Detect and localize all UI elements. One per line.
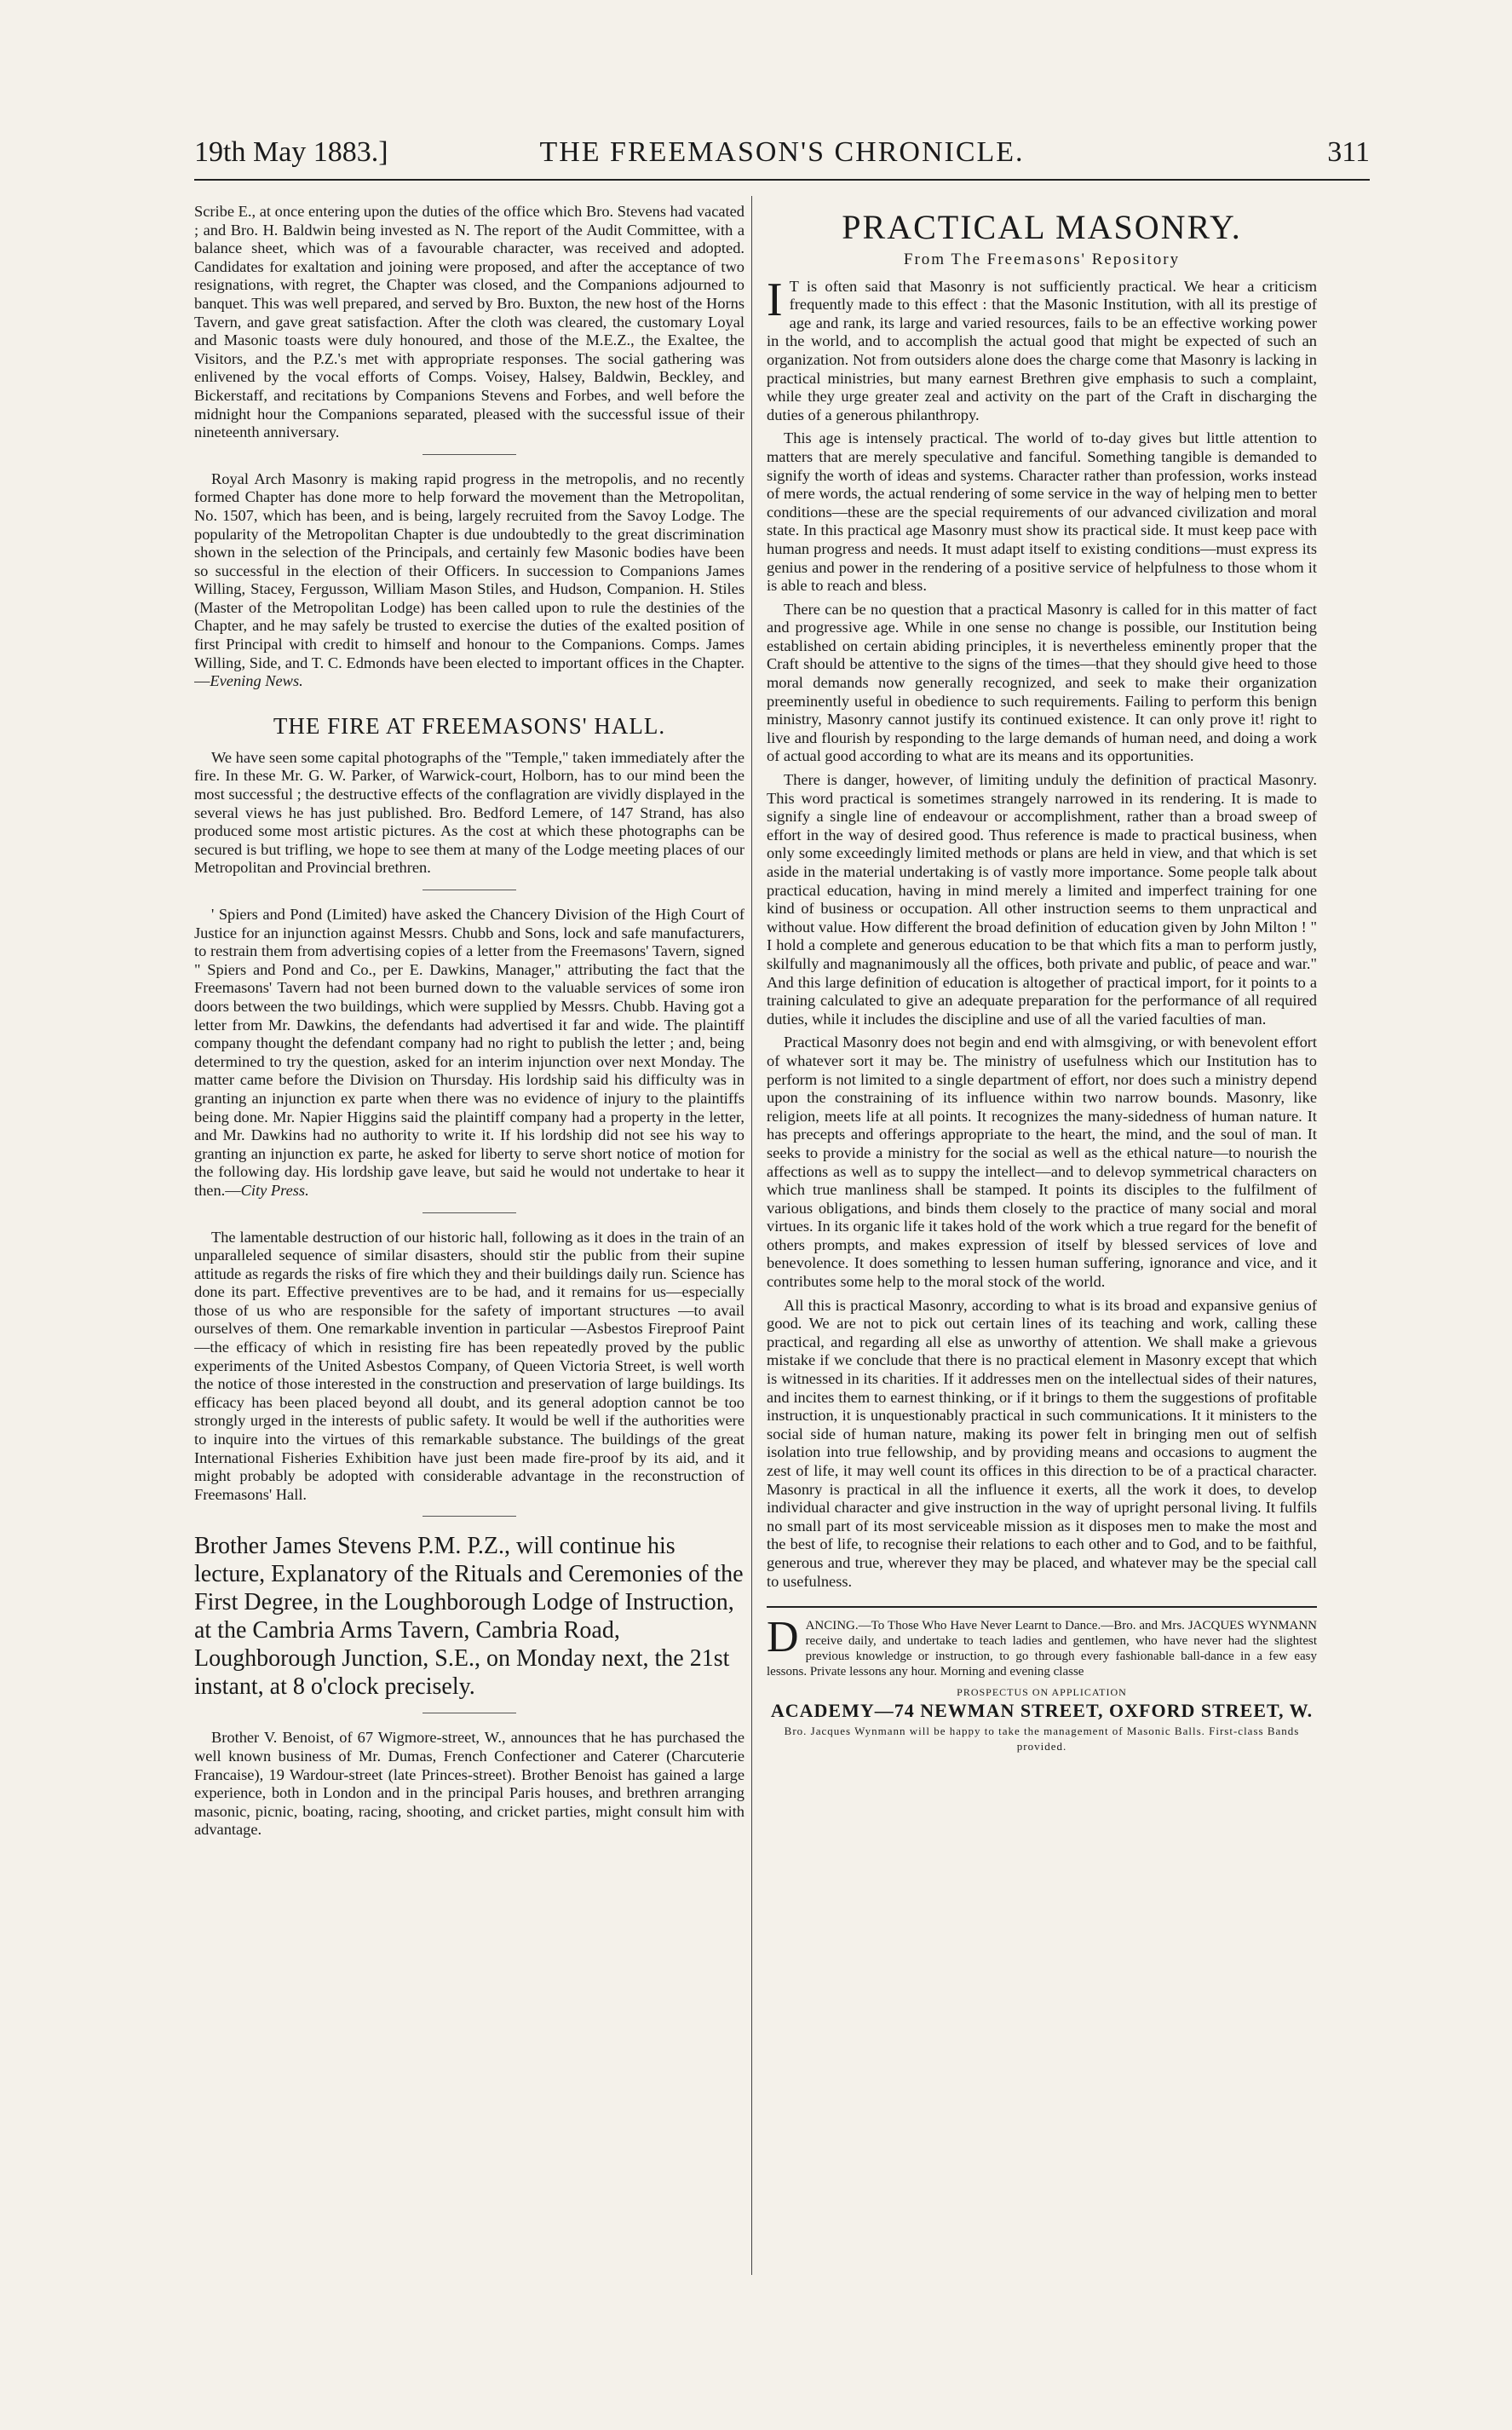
article-paragraph bbox=[767, 273, 1317, 425]
article-source: City Press. bbox=[240, 1181, 309, 1199]
article-text: ' Spiers and Pond (Limited) have asked the Chancery Division of the High Court of Justice for an injunction against Messrs. Chubb and Sons, lock and safe manufacturers, to restrain them from advertising copies of a letter from the Freemasons' Tavern, signed " Spiers and Pond and Co., per E. Dawkins, Manager," attributing the fact that the Freemasons' Tavern had not been burned down to the valuable services of some iron doors between the two buildings, which were supplied by Messrs. Chubb. Having got a letter from Mr. Dawkins, the defendants had advertised it far and wide. The plaintiff company thought the defendant company had no right to publish the letter ; and, being determined to try the question, asked for an interim injunction over next Monday. The matter came before the Division on Thursday. His lordship said his difficulty was in granting an injunction ex parte when there was no evidence of injury to the plaintiffs being done. Mr. Napier Higgins said the plaintiff company had a property in the letter, and Mr. Dawkins had no authority to write it. If his lordship did not see his way to granting an injunction ex parte, he asked for liberty to serve short notice of motion for the following day. His lordship gave leave, but said he would not undertake to hear it then.— bbox=[194, 906, 745, 1199]
article-text: T is often said that Masonry is not sufficiently practical. We hear a criticism frequently made to this effect : that the Masonic Institution, with all its prestige of age and rank, its large and varied resources, fails to be an effective working power in the world, and to accomplish the actual good that might be expected of such an organization. Not from outsiders alone does the charge come that Masonry is lacking in practical ministries, but many earnest Brethren give emphasis to such a complaint, while they urge greater zeal and activity on the part of the Craft in discharging the duties of a generous philanthropy. bbox=[767, 277, 1317, 423]
article-paragraph: This age is intensely practical. The world of to-day gives but little attention to matters that are merely speculative and fanciful. Something tangible is demanded to signify the worth of ideas and systems. Character rather than profession, works instead of mere words, the actual rendering of some service in the way of helping men to better conditions—these are the special requirements of our advanced civilization and moral state. In this practical age Masonry must show its practical side. It must keep pace with human progress and needs. It must adapt itself to existing conditions—must express its genius and power in the rendering of a positive service of helpfulness to those whom it is able to reach and bless. bbox=[767, 429, 1317, 595]
article-paragraph: The lamentable destruction of our historic hall, following as it does in the train of an unparalleled sequence of similar disasters, should stir the public from their supine attitude as regards the risks of fire which they and their buildings daily run. Science has done its part. Effective preventives are to be had, and it remains for us—especially those of us who are responsible for the safety of important structures —to avail ourselves of them. One remarkable invention in particular —Asbestos Fireproof Paint—the efficacy of which in resisting fire has been repeatedly proved by the public experiments of the United Asbestos Company, of Queen Victoria Street, is well worth the notice of those interested in the construction and preservation of large buildings. Its efficacy has been placed beyond all doubt, and its general adoption cannot be too strongly urged in the interests of public safety. It would be well if the authorities were to inquire into the virtues of this remarkable substance. The buildings of the great International Fisheries Exhibition have just been made fire-proof by its aid, and it might probably be adopted with considerable advantage in the reconstruction of Freemasons' Hall. bbox=[194, 1228, 745, 1503]
section-separator bbox=[423, 1212, 516, 1213]
section-separator bbox=[423, 1516, 516, 1517]
article-source: Evening News. bbox=[210, 672, 303, 690]
left-column bbox=[194, 203, 745, 2282]
lecture-notice-text: Brother James Stevens P.M. P.Z., will continue his lecture, Explanatory of the Rituals and Ceremonies of the First Degree, in the Loughborough Lodge of Instruction, at the Cambria Arms Tavern, Cambria Road, Loughborough Junction, S.E., on Monday next, the 21st instant, at 8 o'clock precisely. bbox=[194, 1533, 744, 1701]
article-paragraph: Practical Masonry does not begin and end with almsgiving, or with benevolent effort of whatever sort it may be. The ministry of usefulness which our Institution has to perform is not limited to a single department of effort, nor does such a ministry depend upon the constraining of its influence within two narrow bounds. Masonry, like religion, meets life at all points. It recognizes the many-sidedness of human nature. It has precepts and offerings appropriate to the heart, the mind, and the soul of man. It seeks to provide a ministry for the social as well as the ethical nature—to nourish the affections as well as to suppy the intellect—and to delevop symmetrical characters on which true manliness shall be stamped. It points its disciples to the fulfilment of various obligations, and binds them closely to the practice of many social and moral virtues. In its organic life it takes hold of the work which a true regard for the benefit of others prompts, and makes expression of itself by blessed services of love and benevolence. It does something to lessen human suffering, ignorance and vice, and it contributes some help to the moral stock of the world. bbox=[767, 1034, 1317, 1291]
article-paragraph: Brother V. Benoist, of 67 Wigmore-street, W., announces that he has purchased the well known business of Mr. Dumas, French Confectioner and Caterer (Charcuterie Francaise), 19 Wardour-street (late Princes-street). Brother Benoist has gained a large experience, both in London and in the principal Paris houses, and brethren arranging masonic, picnic, boating, racing, shooting, and cricket parties, might consult him with advantage. bbox=[194, 1729, 745, 1839]
drop-cap: I bbox=[767, 273, 783, 326]
ad-footer: Bro. Jacques Wynmann will be happy to take the management of Masonic Balls. First-class Bands provided. bbox=[784, 1725, 1300, 1753]
article-paragraph: We have seen some capital photographs of the "Temple," taken immediately after the fire. In these Mr. G. W. Parker, of Warwick-court, Holborn, has to our mind been the most successful ; the destructive effects of the conflagration are vividly displayed in the several views he has just published. Bro. Bedford Lemere, of 147 Strand, has also produced some most artistic pictures. As the cost at which these photographs can be secured is but trifling, we hope to see them at many of the Lodge meeting places of our Metropolitan and Provincial brethren. bbox=[194, 748, 745, 877]
page-number: 311 bbox=[1327, 136, 1370, 168]
column-divider bbox=[751, 196, 752, 2275]
section-separator bbox=[423, 454, 516, 455]
drop-cap: D bbox=[767, 1613, 799, 1662]
right-column bbox=[767, 203, 1317, 2282]
ad-prospectus: PROSPECTUS ON APPLICATION bbox=[957, 1686, 1127, 1699]
article-paragraph: There is danger, however, of limiting unduly the definition of practical Masonry. This word practical is sometimes strangely narrowed in its rendering. It is made to signify a single line of endeavour or accomplishment, rather than a broad sweep of effort in the way of desired good. Thus reference is made to practical business, when only some exceedingly limited methods or plans are held in view, and that which is set aside in the material undertaking is of vastly more importance. Some people talk about practical education, having in mind merely a limited and imperfect training for one kind of business or occupation. All other instruction seems to them unpractical and without value. How different the broad definition of education given by John Milton ! " I hold a complete and generous education to be that which fits a man to perform justly, skilfully and magnanimously all the offices, both private and public, of peace and war." And this large definition of education is altogether of practical import, for it points to a training calculated to give an adequate preparation for the performance of all required duties, while it includes the discipline and use of all the varied faculties of man. bbox=[767, 771, 1317, 1028]
dancing-advertisement bbox=[767, 1606, 1317, 1754]
article-heading: PRACTICAL MASONRY. bbox=[842, 208, 1242, 246]
lecture-notice bbox=[194, 1532, 745, 1701]
ad-text: ANCING.—To Those Who Have Never Learnt to Dance.—Bro. and Mrs. JACQUES WYNMANN receive daily, and undertake to teach ladies and gentlemen, who have never had the slightest previous knowledge or instruction, to go through every fashionable ball-dance in a few easy lessons. Private lessons any hour. Morning and evening classe bbox=[767, 1619, 1317, 1679]
section-heading: THE FIRE AT FREEMASONS' HALL. bbox=[273, 712, 666, 739]
issue-date: 19th May 1883.] bbox=[194, 136, 388, 168]
article-subheading: From The Freemasons' Repository bbox=[903, 250, 1181, 268]
article-paragraph: All this is practical Masonry, according to what is its broad and expansive genius of good. We are not to pick out certain lines of its teaching and work, calling these practical, and regarding all else as unworthy of attention. We shall make a grievous mistake if we conclude that there is no practical element in Masonry except that which is witnessed in its charities. If it addresses men on the intellectual sides of their natures, and incites them to earnest thinking, or if it brings to them the suggestions of profitable instruction, it is unquestionably practical in such communications. It it ministers to the social side of human nature, making its power felt in bringing men out of selfish isolation into true fellowship, and by providing means and occasions to augment the zest of life, it may well count its offices in this direction to be of a practical character. Masonry is practical in all the influence it exerts, all the work it does, to develop individual character and give instruction in the way of upright personal living. It fulfils no small part of its most serviceable mission as it disposes men to make the most and the best of life, to recognise their relations to each other and to God, and to be faithful, generous and true, wherever they may be placed, and whatever may be the special call to usefulness. bbox=[767, 1296, 1317, 1590]
article-paragraph: Scribe E., at once entering upon the duties of the office which Bro. Stevens had vacated ; and Bro. H. Baldwin being invested as N. The report of the Audit Committee, with a balance sheet, which was of a favourable character, was received and adopted. Candidates for exaltation and joining were proposed, and after the acceptance of two resignations, with regret, the Chapter was closed, and the Companions adjourned to banquet. This was well prepared, and served by Bro. Buxton, the new host of the Horns Tavern, and gave great satisfaction. After the cloth was cleared, the customary Loyal and Masonic toasts were duly honoured, and those of the M.E.Z., the Exaltee, the Visitors, and the P.Z.'s met with appropriate responses. The social gathering was enlivened by the vocal efforts of Comps. Voisey, Halsey, Baldwin, Beckley, and Bickerstaff, and recitations by Companions Stevens and Forbes, and well before the midnight hour the Companions separated, pleased with the successful issue of their nineteenth anniversary. bbox=[194, 203, 745, 441]
article-paragraph bbox=[194, 470, 745, 691]
ad-address: ACADEMY—74 NEWMAN STREET, OXFORD STREET, W. bbox=[770, 1700, 1314, 1722]
newspaper-title: THE FREEMASON'S CHRONICLE. bbox=[539, 136, 1025, 168]
masthead bbox=[194, 136, 1370, 179]
ad-body bbox=[767, 1613, 1317, 1679]
article-text: Royal Arch Masonry is making rapid progress in the metropolis, and no recently formed Chapter has done more to help forward the movement than the Metropolitan, No. 1507, which has been, and is being, largely recruited from the Savoy Lodge. The popularity of the Metropolitan Chapter is due undoubtedly to the great discrimination shown in the selection of the Principals, and certainly few Masonic bodies have been so successful in the election of their Officers. In succession to Companions James Willing, Stacey, Fergusson, William Mason Stiles, and Hudson, Companion. H. Stiles (Master of the Metropolitan Lodge) has been called upon to rule the destinies of the Chapter, and he may safely be trusted to exercise the duties of the exalted position of first Principal with credit to himself and honour to the Companions. Comps. James Willing, Side, and T. C. Edmonds have been elected to important offices in the Chapter.— bbox=[194, 469, 745, 690]
article-paragraph bbox=[194, 906, 745, 1201]
article-paragraph: There can be no question that a practical Masonry is called for in this matter of fact and progressive age. While in one sense no change is possible, our Institution being established on certain abiding principles, it is nevertheless eminently proper that the Craft should be attentive to the signs of the times—that they should give heed to those moral demands now generally recognized, and seek to make their organization preeminently useful in obedience to such requirements. Failing to perform this benign ministry, Masonry cannot justify its continued existence. It can only prove it! right to live and flourish by responding to the large demands of human need, and doing a work of actual good according to what are its means and its opportunities. bbox=[767, 600, 1317, 765]
masthead-rule bbox=[194, 179, 1370, 181]
